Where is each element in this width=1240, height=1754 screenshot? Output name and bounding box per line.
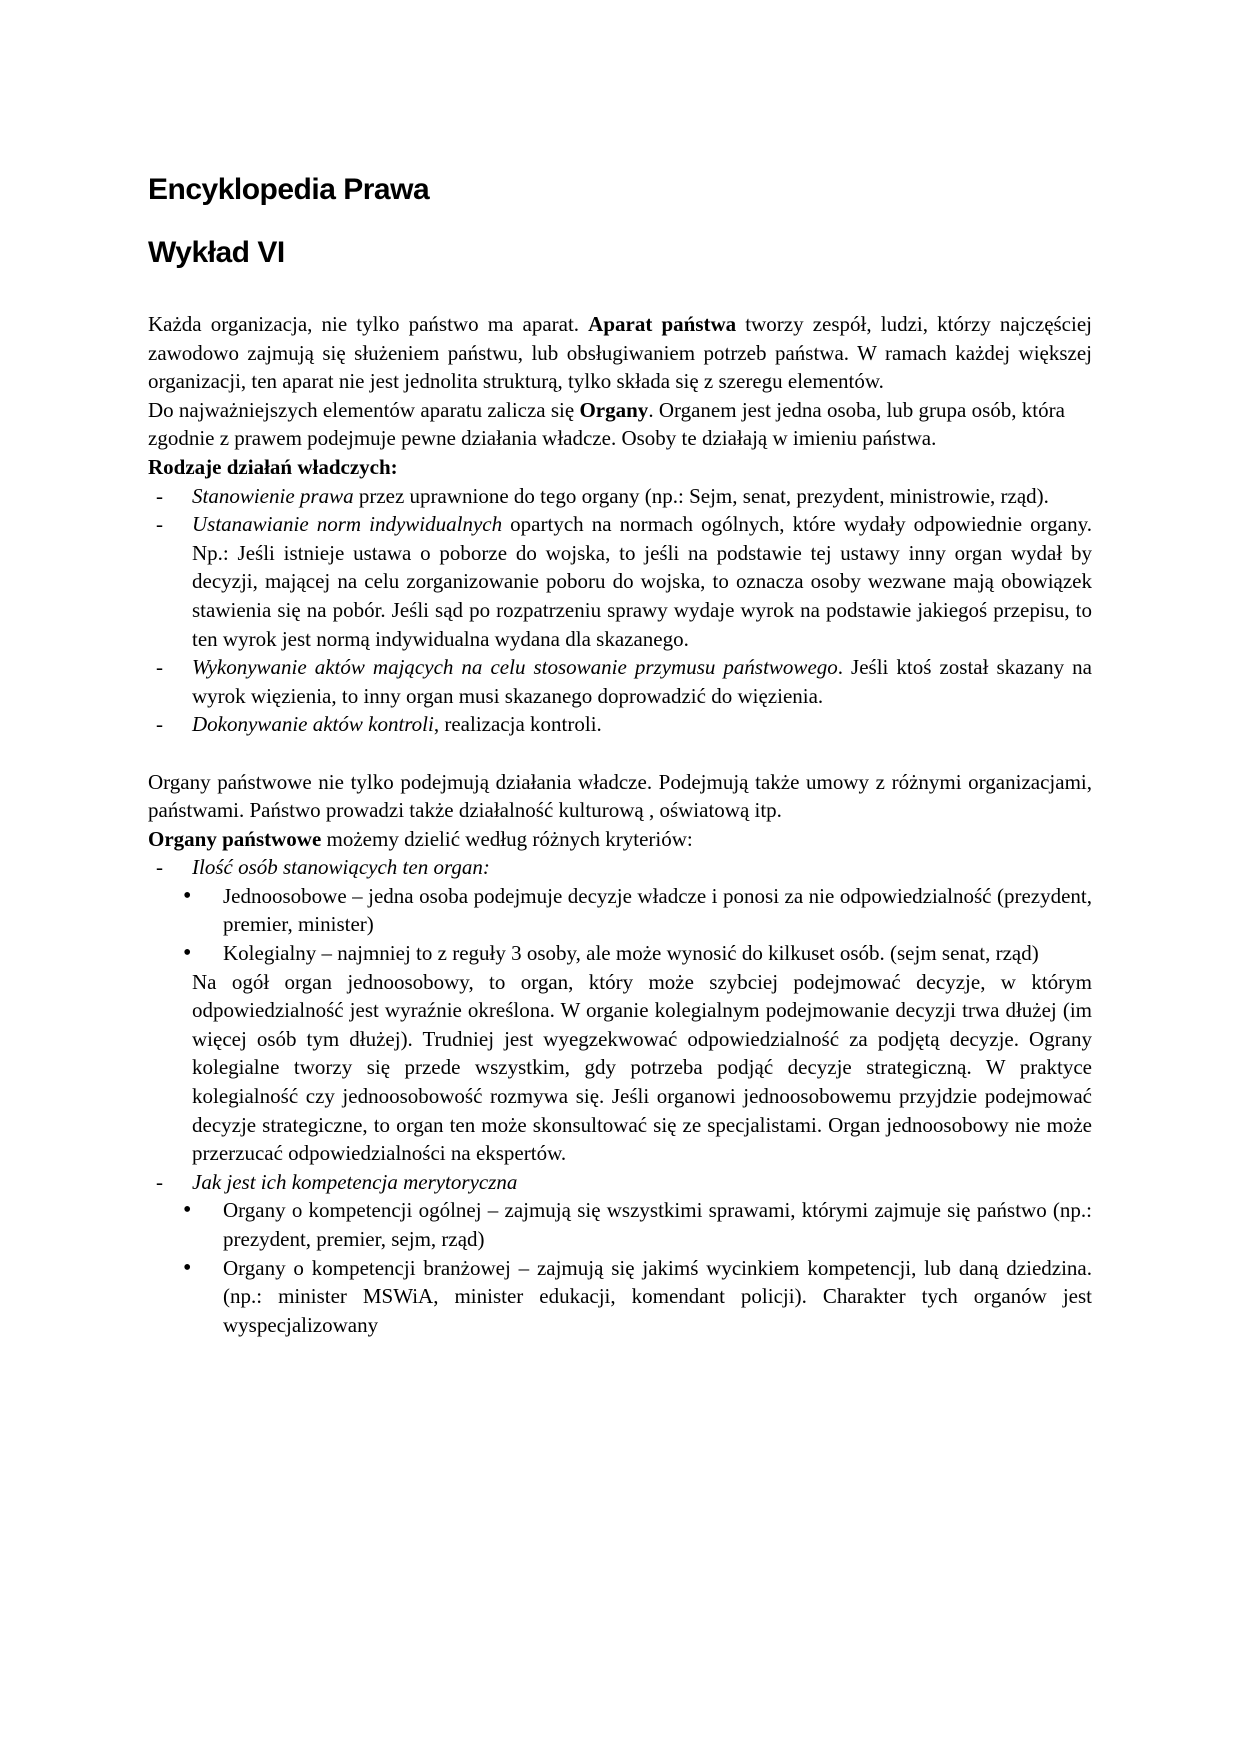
action-desc: przez uprawnione do tego organy (np.: Sejm, senat, prezydent, ministrowie, rząd).	[353, 483, 1049, 508]
document-title: Encyklopedia Prawa	[148, 173, 430, 206]
state-organs-paragraph: Organy państwowe nie tylko podejmują działania władcze. Podejmują także umowy z różnymi organizacjami, państwami. Państwo prowadzi także działalność kulturową , oświatową itp.	[148, 769, 1092, 823]
actions-list	[148, 482, 1092, 739]
bullet-list	[148, 1196, 1092, 1339]
lecture-subtitle: Wykład VI	[148, 236, 285, 269]
list-item	[148, 510, 1092, 653]
bullet-list	[148, 882, 1092, 968]
list-item	[148, 710, 1092, 739]
criterion-heading: Jak jest ich kompetencja merytoryczna	[192, 1169, 518, 1194]
bullet-item: • Organy o kompetencji ogólnej – zajmują się wszystkimi sprawami, którymi zajmuje się państwo (np.: prezydent, premier, sejm, rząd)	[148, 1196, 1092, 1253]
criterion-note: Na ogół organ jednoosobowy, to organ, który może szybciej podejmować decyzje, w którym odpowiedzialność jest wyraźnie określona. W organie kolegialnym podejmowanie decyzji trwa dłużej (im więcej osób tym dłużej). Trudniej jest wyegzekwować odpowiedzialność za podjętą decyzje. Ograny kolegialne tworzy się przede wszystkim, gdy potrzeba podjąć decyzje strategiczną. W praktyce kolegialność czy jednoosobowość rozmywa się. Jeśli organowi jednoosobowemu przyjdzie podejmować decyzje strategiczne, to organ ten może skonsultować się ze specjalistami. Organ jednoosobowy nie może przerzucać odpowiedzialności na ekspertów.	[192, 969, 1092, 1166]
spacer	[148, 739, 1092, 768]
action-desc: . Jeśli ktoś został skazany na wyrok więzienia, to inny organ musi skazanego doprowadzić do więzienia.	[192, 655, 1092, 708]
criteria-text: możemy dzielić według różnych kryteriów:	[321, 826, 693, 851]
actions-heading	[148, 453, 1092, 482]
bullet-item: • Kolegialny – najmniej to z reguły 3 osoby, ale może wynosić do kilkuset osób. (sejm senat, rząd)	[148, 939, 1092, 968]
actions-heading-text: Rodzaje działań władczych:	[148, 454, 398, 479]
list-item	[148, 482, 1092, 511]
action-term: Ustanawianie norm indywidualnych	[192, 512, 503, 537]
list-item	[148, 653, 1092, 710]
criteria-list	[148, 853, 1092, 882]
intro-bold-term: Aparat państwa	[588, 312, 737, 336]
action-desc: opartych na normach ogólnych, które wydały odpowiednie organy. Np.: Jeśli istnieje ustawa o poborze do wojska, to jeśli na podstawie tej ustawy inny organ wydał by decyzji, mającej na celu zorganizowanie poboru do wojska, to oznacza osoby wezwane mają obowiązek stawienia się na pobór. Jeśli sąd po rozpatrzeniu sprawy wydaje wyrok na podstawie jakiegoś przepisu, to ten wyrok jest normą indywidualna wydana dla skazanego.	[192, 512, 1093, 651]
action-term: Dokonywanie aktów kontroli	[192, 712, 434, 737]
criterion-item	[148, 853, 1092, 882]
intro-paragraph	[148, 310, 1092, 396]
criterion-heading: Ilość osób stanowiących ten organ:	[192, 855, 490, 880]
bullet-item: • Jednoosobowe – jedna osoba podejmuje decyzje władcze i ponosi za nie odpowiedzialność (prezydent, premier, minister)	[148, 882, 1092, 939]
organs-text-2: . Organem jest jedna osoba, lub grupa osób, która zgodnie z prawem podejmuje pewne działania władcze. Osoby te działają w imieniu państwa.	[148, 397, 1065, 451]
criteria-intro	[148, 825, 1092, 854]
action-desc: , realizacja kontroli.	[433, 712, 602, 737]
organs-text-1: Do najważniejszych elementów aparatu zalicza się	[148, 397, 580, 422]
intro-text-1: Każda organizacja, nie tylko państwo ma aparat.	[148, 312, 589, 336]
criteria-bold-term: Organy państwowe	[148, 826, 322, 851]
criteria-list-2	[148, 1168, 1092, 1197]
organs-intro-paragraph	[148, 396, 1092, 453]
action-term: Wykonywanie aktów mających na celu stosowanie przymusu państwowego	[192, 655, 838, 680]
document-body	[148, 310, 1092, 1339]
criterion-item	[148, 1168, 1092, 1197]
action-term: Stanowienie prawa	[192, 483, 354, 508]
intro-text-2: tworzy zespół, ludzi, którzy najczęściej zawodowo zajmują się służeniem państwu, lub obsługiwaniem potrzeb państwa. W ramach każdej większej organizacji, ten aparat nie jest jednolita strukturą, tylko składa się z szeregu elementów.	[148, 312, 1092, 394]
organs-bold-term: Organy	[579, 397, 649, 422]
bullet-item: • Organy o kompetencji branżowej – zajmują się jakimś wycinkiem kompetencji, lub daną dziedzina. (np.: minister MSWiA, minister edukacji, komendant policji). Charakter tych organów jest wyspecjalizowany	[148, 1254, 1092, 1340]
